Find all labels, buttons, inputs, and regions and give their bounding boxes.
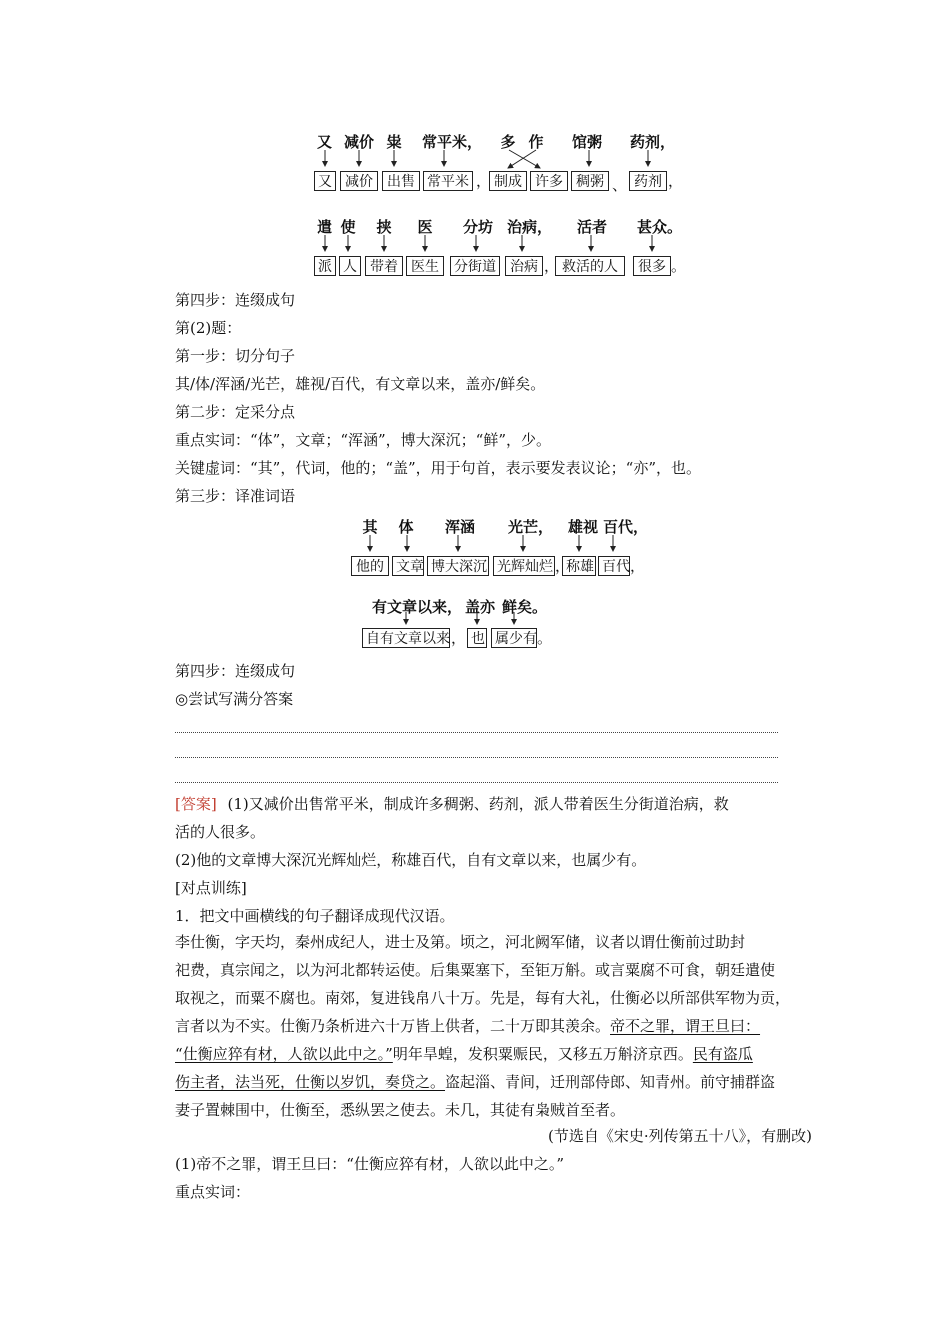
src-word: 减价 bbox=[343, 133, 374, 151]
punctuation: ， bbox=[476, 172, 492, 190]
answer-line-2[interactable] bbox=[175, 757, 778, 758]
translation-box: 稠粥 bbox=[571, 171, 609, 191]
translation-box: 自有文章以来 bbox=[362, 628, 450, 648]
punctuation: ， bbox=[544, 257, 560, 275]
src-word: 浑涵 bbox=[444, 518, 475, 536]
answer-line-3[interactable] bbox=[175, 782, 778, 783]
answer-2: (2)他的文章博大深沉光辉灿烂，称雄百代，自有文章以来，也属少有。 bbox=[175, 851, 647, 869]
question-1: (1)帝不之罪，谓王旦曰：“仕衡应猝有材，人欲以此中之。” bbox=[175, 1155, 565, 1173]
src-word: 盖亦 bbox=[464, 598, 495, 616]
answer-line-1[interactable] bbox=[175, 732, 778, 733]
answer-1a bbox=[175, 793, 729, 815]
translation-box: 派 bbox=[314, 256, 336, 276]
punctuation: ， bbox=[555, 557, 571, 575]
try-answer-label: ◎尝试写满分答案 bbox=[175, 690, 294, 708]
answer-tag: [答案] bbox=[175, 795, 217, 813]
source-citation: (节选自《宋史·列传第五十八》，有删改) bbox=[548, 1127, 812, 1145]
src-word: 其 bbox=[362, 518, 378, 536]
src-word: 又 bbox=[317, 133, 333, 151]
training-label: [对点训练] bbox=[175, 879, 247, 897]
key-content-words: 重点实词：“体”，文章；“浑涵”，博大深沉；“鲜”，少。 bbox=[175, 431, 552, 449]
passage-text: 言者以为不实。仕衡乃条析进六十万皆上供者，二十万即其羡余。 bbox=[175, 1017, 611, 1035]
translation-box: 百代 bbox=[598, 556, 630, 576]
translation-box: 分街道 bbox=[450, 256, 500, 276]
passage-line bbox=[175, 1012, 787, 1040]
step4-label: 第四步：连缀成句 bbox=[175, 291, 296, 309]
underlined-sentence: 民有盗瓜 bbox=[692, 1045, 753, 1063]
passage-text: 盗起淄、青间，迁刑部侍郎、知青州。前守捕群盗 bbox=[445, 1073, 776, 1091]
passage-line bbox=[175, 1040, 787, 1068]
translation-box: 文章 bbox=[392, 556, 424, 576]
src-word: 药剂， bbox=[630, 133, 676, 151]
src-word: 遣 bbox=[317, 218, 333, 236]
translation-box: 许多 bbox=[530, 171, 568, 191]
src-word: 常平米， bbox=[422, 133, 483, 151]
translation-box: 人 bbox=[339, 256, 361, 276]
punctuation: 、 bbox=[612, 176, 628, 194]
passage-text: 明年旱蝗，发积粟赈民，又移五万斛济京西。 bbox=[392, 1045, 693, 1063]
translation-box: 医生 bbox=[406, 256, 444, 276]
passage bbox=[175, 928, 791, 1124]
underlined-sentence: 帝不之罪，谓王旦曰： bbox=[610, 1017, 761, 1035]
punctuation: ， bbox=[630, 557, 646, 575]
src-word: 挟 bbox=[376, 218, 392, 236]
answer-1-text: (1)又减价出售常平米，制成许多稠粥、药剂，派人带着医生分街道治病，救 bbox=[227, 795, 729, 813]
translation-box: 常平米 bbox=[423, 171, 473, 191]
translation-box: 光辉灿烂 bbox=[493, 556, 555, 576]
passage-line bbox=[175, 1068, 787, 1096]
src-word: 雄视 bbox=[567, 518, 598, 536]
split-sentence: 其/体/浑涵/光芒，雄视/百代，有文章以来，盖亦/鲜矣。 bbox=[175, 375, 546, 393]
src-word: 粜 bbox=[386, 133, 402, 151]
step3-label: 第三步：译准词语 bbox=[175, 487, 296, 505]
punctuation: ， bbox=[668, 172, 684, 190]
underlined-sentence: 伤主者，法当死，仕衡以岁饥，奏贷之。 bbox=[175, 1073, 446, 1091]
src-word: 分坊 bbox=[462, 218, 493, 236]
task-1: 1．把文中画横线的句子翻译成现代汉语。 bbox=[175, 907, 455, 925]
step2-label: 第二步：定采分点 bbox=[175, 403, 296, 421]
punctuation: 。 bbox=[671, 257, 687, 275]
src-word: 使 bbox=[340, 218, 356, 236]
src-word: 活者 bbox=[576, 218, 607, 236]
src-word: 鲜矣。 bbox=[502, 598, 548, 616]
src-word: 作 bbox=[528, 133, 544, 151]
step1-label: 第一步：切分句子 bbox=[175, 347, 296, 365]
src-word: 多 bbox=[500, 133, 516, 151]
src-word: 馆粥 bbox=[571, 133, 602, 151]
translation-box: 很多 bbox=[633, 256, 671, 276]
translation-box: 救活的人 bbox=[555, 256, 625, 276]
passage-line: 李仕衡，字天均，秦州成纪人，进士及第。顷之，河北阙军储，议者以谓仕衡前过助封 bbox=[175, 933, 746, 951]
passage-line: 祀费，真宗闻之，以为河北都转运使。后集粟塞下，至钜万斛。或言粟腐不可食，朝廷遣使 bbox=[175, 961, 776, 979]
translation-box: 博大深沉 bbox=[427, 556, 489, 576]
translation-box: 也 bbox=[467, 628, 487, 648]
src-word: 百代， bbox=[603, 518, 649, 536]
question2-label: 第(2)题： bbox=[175, 319, 242, 337]
translation-box: 带着 bbox=[365, 256, 403, 276]
translation-box: 称雄 bbox=[562, 556, 596, 576]
key-content-words-2: 重点实词： bbox=[175, 1183, 251, 1201]
translation-box: 减价 bbox=[340, 171, 378, 191]
translation-box: 药剂 bbox=[629, 171, 667, 191]
punctuation: 。 bbox=[537, 629, 553, 647]
translation-box: 属少有 bbox=[491, 628, 537, 648]
punctuation: ， bbox=[451, 629, 467, 647]
answer-1b: 活的人很多。 bbox=[175, 823, 266, 841]
translation-box: 他的 bbox=[351, 556, 389, 576]
passage-line: 妻子置棘围中，仕衡至，悉纵罢之使去。未几，其徒有枭贼首至者。 bbox=[175, 1101, 626, 1119]
step4-label-2: 第四步：连缀成句 bbox=[175, 662, 296, 680]
src-word: 有文章以来， bbox=[372, 598, 463, 616]
src-word: 甚众。 bbox=[637, 218, 683, 236]
translation-box: 治病 bbox=[505, 256, 543, 276]
translation-box: 出售 bbox=[382, 171, 420, 191]
src-word: 医 bbox=[417, 218, 433, 236]
src-word: 光芒， bbox=[508, 518, 554, 536]
src-word: 体 bbox=[398, 518, 414, 536]
translation-box: 制成 bbox=[489, 171, 527, 191]
src-word: 治病， bbox=[507, 218, 553, 236]
underlined-sentence: “仕衡应猝有材，人欲以此中之。” bbox=[175, 1045, 393, 1063]
passage-line: 取视之，而粟不腐也。南郊，复进钱帛八十万。先是，每有大礼，仕衡必以所部供军物为贡， bbox=[175, 989, 791, 1007]
key-function-words: 关键虚词：“其”，代词，他的；“盖”，用于句首，表示要发表议论；“亦”，也。 bbox=[175, 459, 702, 477]
translation-box: 又 bbox=[314, 171, 336, 191]
